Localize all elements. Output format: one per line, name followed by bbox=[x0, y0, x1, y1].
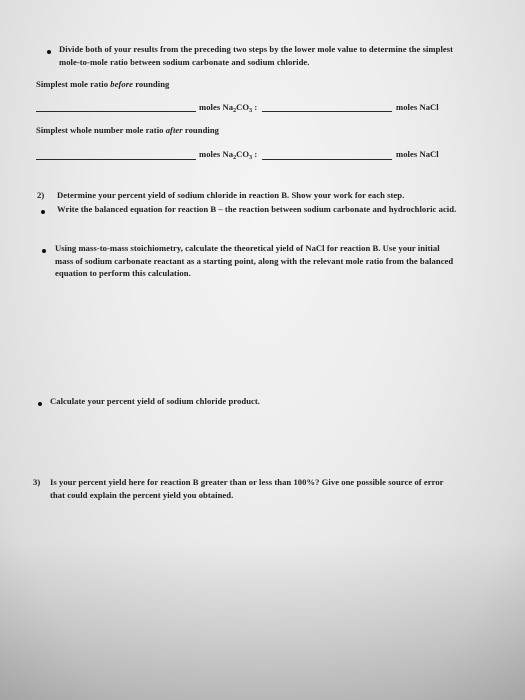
ratio-after-na2co3-blank[interactable] bbox=[36, 159, 196, 160]
bullet-balanced-equation bbox=[41, 210, 45, 214]
question-3-number: 3) bbox=[33, 477, 41, 487]
question-2-number: 2) bbox=[37, 190, 45, 200]
bullet-percent-yield bbox=[38, 402, 42, 406]
ratio-after-label: Simplest whole number mole ratio after rounding bbox=[36, 125, 220, 135]
q2-bullet-theoretical-yield-line-2: mass of sodium carbonate reactant as a starting point, along with the relevant mole ratio from the balanced bbox=[55, 256, 454, 266]
bullet-divide bbox=[47, 50, 51, 54]
ratio-before-na2co3-blank[interactable] bbox=[36, 111, 196, 112]
ratio-after-na2co3-label: moles $Na_2CO_3$ : bbox=[199, 149, 258, 161]
q2-bullet-theoretical-yield-line-3: equation to perform this calculation. bbox=[55, 268, 191, 278]
ratio-after-nacl-blank[interactable] bbox=[262, 159, 392, 160]
question-3-line-2: that could explain the percent yield you obtained. bbox=[50, 490, 234, 500]
q2-bullet-theoretical-yield-line-1: Using mass-to-mass stoichiometry, calculate the theoretical yield of NaCl for reaction B. Use your initial bbox=[55, 243, 440, 253]
ratio-before-label: Simplest mole ratio before rounding bbox=[36, 79, 170, 89]
divide-instruction-line-1: Divide both of your results from the preceding two steps by the lower mole value to determine the simplest bbox=[59, 44, 454, 54]
photo-shadow bbox=[0, 540, 525, 700]
question-2-text: Determine your percent yield of sodium chloride in reaction B. Show your work for each step. bbox=[57, 190, 405, 200]
ratio-before-nacl-blank[interactable] bbox=[262, 111, 392, 112]
ratio-before-nacl-label: moles NaCl bbox=[396, 102, 439, 112]
ratio-before-na2co3-label: moles $Na_2CO_3$ : bbox=[199, 102, 258, 114]
divide-instruction-line-2: mole-to-mole ratio between sodium carbonate and sodium chloride. bbox=[59, 57, 310, 67]
q2-bullet-percent-yield: Calculate your percent yield of sodium chloride product. bbox=[50, 396, 261, 406]
bullet-theoretical-yield bbox=[42, 249, 46, 253]
q2-bullet-balanced-equation: Write the balanced equation for reaction B – the reaction between sodium carbonate and hydrochloric acid. bbox=[57, 204, 457, 214]
ratio-after-nacl-label: moles NaCl bbox=[396, 149, 439, 159]
question-3-line-1: Is your percent yield here for reaction B greater than or less than 100%? Give one possible source of error bbox=[50, 477, 444, 487]
